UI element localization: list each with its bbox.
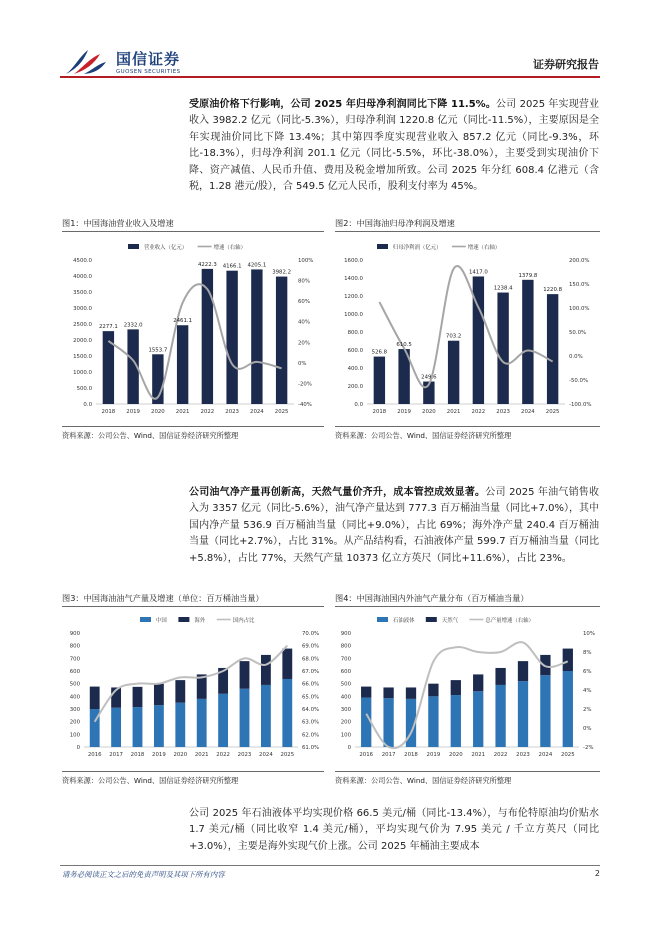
y-right-tick: -40% xyxy=(298,402,312,408)
x-tick-label: 2024 xyxy=(538,752,553,758)
x-tick-label: 2024 xyxy=(250,409,264,415)
y-right-tick: 0.0% xyxy=(569,354,583,360)
x-tick-label: 2025 xyxy=(560,752,575,758)
y-left-tick: 0.0 xyxy=(83,402,92,408)
x-tick-label: 2020 xyxy=(151,409,165,415)
stacked-bar-segment xyxy=(175,703,185,747)
y-left-tick: 1500.0 xyxy=(73,354,92,360)
stacked-bar-segment xyxy=(133,687,143,707)
stacked-bar-segment xyxy=(451,680,461,695)
stacked-bar-segment xyxy=(154,684,164,706)
chart-fig4-svg xyxy=(335,609,600,769)
x-tick-label: 2023 xyxy=(237,752,252,758)
legend-label: 营业收入（亿元） xyxy=(144,245,188,251)
y-left-tick: 2000.0 xyxy=(73,338,92,344)
figure-4-bottom-rule xyxy=(335,771,600,772)
legend-swatch xyxy=(178,617,189,622)
figure-2-source: 资料来源：公司公告、Wind、国信证券经济研究所整理 xyxy=(335,431,512,440)
logo-text-en: GUOSEN SECURITIES xyxy=(116,69,181,75)
bar xyxy=(448,341,459,404)
bar xyxy=(522,280,533,404)
stacked-bar-segment xyxy=(218,694,228,747)
x-tick-label: 2022 xyxy=(200,409,215,415)
bar-value-label: 1553.7 xyxy=(148,347,168,354)
y-left-tick: 500 xyxy=(69,681,80,688)
bar-value-label: 1238.4 xyxy=(493,285,513,292)
figure-3-top-rule xyxy=(62,606,324,607)
y-right-tick: 62.0% xyxy=(302,732,320,739)
figure-2-bottom-rule xyxy=(335,426,600,427)
stacked-bar-segment xyxy=(518,661,528,681)
legend-label: 总产量增速（右轴） xyxy=(485,618,534,624)
y-left-tick: 3000.0 xyxy=(73,306,92,312)
y-left-tick: 1000.0 xyxy=(344,312,363,318)
x-tick-label: 2021 xyxy=(175,409,190,415)
legend-label: 中国 xyxy=(156,618,167,624)
figure-1-source: 资料来源：公司公告、Wind、国信证券经济研究所整理 xyxy=(62,431,239,440)
stacked-bar-segment xyxy=(361,698,371,747)
chart-fig2-svg xyxy=(335,234,600,422)
stacked-bar-segment xyxy=(451,695,461,747)
y-right-tick: -50.0% xyxy=(569,378,589,384)
stacked-bar-segment xyxy=(518,681,528,747)
x-tick-label: 2025 xyxy=(280,752,295,758)
figure-2-top-rule xyxy=(335,231,600,232)
x-tick-label: 2020 xyxy=(422,409,436,415)
figure-1-chart xyxy=(62,234,324,422)
x-tick-label: 2019 xyxy=(397,409,411,415)
paragraph-pricing-body: 公司 2025 年石油液体平均实现价格 66.5 美元/桶（同比-13.4%），与布伦特原油均价贴水 1.7 美元/桶（同比收窄 1.4 美元/桶），平均实现气价为 7.95 美元 / 千立方英尺（同比+3.0%），主要是海外实现气价上涨。公司 2025 年桶油主要成本 xyxy=(189,808,599,852)
y-right-tick: 50.0% xyxy=(569,330,587,336)
stacked-bar-segment xyxy=(197,699,207,747)
bar xyxy=(276,277,287,404)
y-right-tick: 4% xyxy=(583,688,592,694)
x-tick-label: 2023 xyxy=(516,752,530,758)
y-left-tick: 600 xyxy=(340,669,351,675)
y-right-tick: 200.0% xyxy=(569,258,590,264)
y-left-tick: 500 xyxy=(340,681,351,688)
figure-1-top-rule xyxy=(62,231,324,232)
y-left-tick: 700 xyxy=(69,656,80,663)
y-left-tick: 900 xyxy=(340,631,351,637)
y-right-tick: 64.0% xyxy=(302,707,320,713)
bar xyxy=(251,269,262,404)
paragraph-production xyxy=(189,485,599,567)
y-right-tick: 63.0% xyxy=(302,719,320,726)
y-left-tick: 800.0 xyxy=(347,330,363,336)
y-left-tick: 400 xyxy=(340,694,351,701)
stacked-bar-segment xyxy=(406,687,416,698)
chart-fig1-svg xyxy=(62,234,324,422)
x-tick-label: 2025 xyxy=(274,409,289,415)
figure-4-title: 图4：中国海油国内外油气产量分布（百万桶油当量） xyxy=(335,593,529,603)
y-right-tick: 80% xyxy=(298,278,310,285)
bar xyxy=(374,357,385,404)
bar-value-label: 4222.3 xyxy=(197,261,217,268)
growth-line xyxy=(366,642,568,748)
x-tick-label: 2022 xyxy=(471,409,486,415)
bar-value-label: 2332.0 xyxy=(123,322,143,329)
legend-label: 增速（右轴） xyxy=(467,245,501,251)
y-left-tick: 200 xyxy=(69,719,80,726)
stacked-bar-segment xyxy=(563,649,573,671)
bar-value-label: 3982.2 xyxy=(272,269,292,276)
legend-label: 海外 xyxy=(194,618,206,624)
report-type-label: 证券研究报告 xyxy=(533,58,599,71)
y-left-tick: 0 xyxy=(76,745,80,751)
figure-3-source: 资料来源：公司公告、Wind、国信证券经济研究所整理 xyxy=(62,776,239,785)
paragraph-summary xyxy=(189,97,599,195)
x-tick-label: 2020 xyxy=(173,752,188,758)
y-left-tick: 800 xyxy=(69,643,80,650)
footer-disclaimer: 请务必阅读正文之后的免责声明及其项下所有内容 xyxy=(62,870,225,879)
y-left-tick: 100 xyxy=(69,732,80,739)
figure-1-title: 图1：中国海油营业收入及增速 xyxy=(62,218,174,228)
x-tick-label: 2018 xyxy=(130,752,145,758)
x-tick-label: 2025 xyxy=(545,409,560,415)
legend-swatch xyxy=(426,617,437,622)
y-left-tick: 3500.0 xyxy=(73,290,92,296)
y-right-tick: 69.0% xyxy=(302,643,320,650)
y-left-tick: 700 xyxy=(340,656,351,663)
figure-4-source: 资料来源：公司公告、Wind、国信证券经济研究所整理 xyxy=(335,776,512,785)
stacked-bar-segment xyxy=(361,687,371,698)
y-left-tick: 200.0 xyxy=(347,384,363,390)
y-right-tick: 150.0% xyxy=(569,282,590,288)
stacked-bar-segment xyxy=(282,649,292,679)
x-tick-label: 2016 xyxy=(359,752,374,758)
stacked-bar-segment xyxy=(428,684,438,697)
y-right-tick: 0% xyxy=(298,360,307,367)
y-right-tick: 10% xyxy=(583,631,595,637)
y-right-tick: 70.0% xyxy=(302,631,320,637)
bar xyxy=(226,271,237,404)
chart-fig3-svg xyxy=(62,609,324,769)
y-right-tick: 61.0% xyxy=(302,745,320,751)
y-left-tick: 200 xyxy=(340,719,351,726)
x-tick-label: 2022 xyxy=(493,752,508,758)
y-right-tick: 0% xyxy=(583,726,592,732)
logo-text-cn: 国信证券 xyxy=(116,50,181,68)
legend-label: 天然气 xyxy=(441,618,458,624)
y-right-tick: 100% xyxy=(298,258,314,264)
stacked-bar-segment xyxy=(175,680,185,703)
legend-swatch xyxy=(128,244,139,249)
bar-value-label: 526.8 xyxy=(371,349,388,356)
y-left-tick: 1600.0 xyxy=(344,258,363,264)
y-right-tick: -100.0% xyxy=(569,402,592,408)
legend-swatch xyxy=(377,617,388,622)
bar-value-label: 1220.8 xyxy=(543,287,563,294)
paragraph-pricing xyxy=(189,806,599,855)
growth-line xyxy=(95,646,288,722)
stacked-bar-segment xyxy=(495,685,505,747)
bar xyxy=(497,293,508,404)
stacked-bar-segment xyxy=(473,691,483,747)
y-left-tick: 800 xyxy=(340,643,351,650)
stacked-bar-segment xyxy=(261,685,271,747)
legend-label: 归母净利润（亿元） xyxy=(393,245,442,251)
y-left-tick: 600.0 xyxy=(347,348,363,354)
x-tick-label: 2023 xyxy=(225,409,239,415)
figure-4-chart xyxy=(335,609,600,769)
y-left-tick: 0 xyxy=(347,745,351,751)
stacked-bar-segment xyxy=(428,696,438,747)
y-right-tick: -20% xyxy=(298,381,312,388)
stacked-bar-segment xyxy=(540,675,550,747)
y-left-tick: 1200.0 xyxy=(344,294,363,300)
figure-3-chart xyxy=(62,609,324,769)
y-right-tick: 20% xyxy=(298,340,310,347)
figure-1-bottom-rule xyxy=(62,426,324,427)
y-left-tick: 400 xyxy=(69,694,80,701)
y-left-tick: 300 xyxy=(69,707,80,713)
y-left-tick: 0.0 xyxy=(354,402,363,408)
x-tick-label: 2021 xyxy=(471,752,486,758)
x-tick-label: 2017 xyxy=(381,752,396,758)
x-tick-label: 2018 xyxy=(372,409,387,415)
y-left-tick: 600 xyxy=(69,669,80,675)
stacked-bar-segment xyxy=(90,687,100,709)
guosen-logo-icon xyxy=(64,46,108,76)
y-right-tick: 40% xyxy=(298,319,310,326)
figure-2-chart xyxy=(335,234,600,422)
legend-swatch xyxy=(140,617,151,622)
y-right-tick: 2% xyxy=(583,707,592,713)
y-right-tick: -2% xyxy=(583,745,594,751)
stacked-bar-segment xyxy=(282,679,292,747)
legend-label: 增速（右轴） xyxy=(213,245,246,251)
x-tick-label: 2019 xyxy=(152,752,166,758)
y-right-tick: 68.0% xyxy=(302,656,320,663)
y-right-tick: 66.0% xyxy=(302,681,320,688)
bar-value-label: 610.5 xyxy=(396,342,412,349)
y-right-tick: 60% xyxy=(298,299,310,306)
y-left-tick: 4000.0 xyxy=(73,274,92,280)
legend-label: 国内占比 xyxy=(232,618,255,624)
y-left-tick: 2500.0 xyxy=(73,322,92,328)
stacked-bar-segment xyxy=(383,698,393,747)
header-divider xyxy=(60,76,600,78)
footer-divider xyxy=(60,865,600,866)
stacked-bar-segment xyxy=(495,668,505,685)
bar-value-label: 703.2 xyxy=(445,333,462,340)
figure-4-top-rule xyxy=(335,606,600,607)
x-tick-label: 2016 xyxy=(87,752,102,758)
x-tick-label: 2024 xyxy=(521,409,535,415)
paragraph-summary-body: 公司 2025 年实现营业收入 3982.2 亿元（同比-5.3%），归母净利润 1220.8 亿元（同比-11.5%），主要原因是全年实现油价同比下降 13.4%；其中第四季度实现营业收入 857.2 亿元（同比-9.3%，环比-18.3%），归母净利润 201.1 亿元（同比-5.5%，环比-38.0%），主要受到实现油价下降、资产减值、人民币升值、费用及税金增加所致。公司 2025 年分红 608.4 亿港元（含税，1.28 港元/股），合 549.5 亿元人民币，股利支付率为 45%。 xyxy=(189,99,599,193)
x-tick-label: 2020 xyxy=(448,752,463,758)
paragraph-production-body: 公司 2025 年油气销售收入为 3357 亿元（同比-5.6%），油气净产量达到 777.3 百万桶油当量（同比+7.0%），其中国内净产量 536.9 百万桶油当量（同比+9.0%），占比 69%；海外净产量 240.4 百万桶油当量（同比+2.7%），占比 31%。从产品结构看，石油液体产量 599.7 百万桶油当量（同比+5.8%），占比 77%，天然气产量 10373 亿立方英尺（同比+11.6%），占比 23%。 xyxy=(189,487,599,564)
stacked-bar-segment xyxy=(563,671,573,747)
stacked-bar-segment xyxy=(111,708,121,747)
y-right-tick: 6% xyxy=(583,669,592,675)
x-tick-label: 2021 xyxy=(194,752,209,758)
y-left-tick: 300 xyxy=(340,707,351,713)
bar-value-label: 1417.0 xyxy=(468,269,488,276)
bar-value-label: 4166.1 xyxy=(222,263,242,270)
bar xyxy=(177,325,188,404)
figure-3-title: 图3：中国海油油气产量及增速（单位：百万桶油当量） xyxy=(62,593,264,603)
bar-value-label: 249.6 xyxy=(421,374,437,381)
stacked-bar-segment xyxy=(240,689,250,747)
y-right-tick: 8% xyxy=(583,650,592,656)
figure-3-bottom-rule xyxy=(62,771,324,772)
y-left-tick: 500.0 xyxy=(76,386,92,392)
x-tick-label: 2018 xyxy=(404,752,418,758)
stacked-bar-segment xyxy=(540,655,550,675)
bar-value-label: 1379.8 xyxy=(518,272,538,279)
x-tick-label: 2019 xyxy=(126,409,140,415)
bar xyxy=(547,294,558,404)
stacked-bar-segment xyxy=(133,707,143,747)
bar xyxy=(473,276,484,404)
x-tick-label: 2017 xyxy=(109,752,123,758)
y-left-tick: 1400.0 xyxy=(344,276,363,282)
stacked-bar-segment xyxy=(383,687,393,698)
legend-label: 石油液体 xyxy=(393,618,415,624)
bar-value-label: 2277.1 xyxy=(98,324,118,331)
x-tick-label: 2023 xyxy=(496,409,510,415)
y-right-tick: 67.0% xyxy=(302,669,320,675)
bar-value-label: 4205.1 xyxy=(247,262,267,269)
bar-value-label: 2461.1 xyxy=(173,318,193,325)
y-left-tick: 900 xyxy=(69,631,80,637)
page-header xyxy=(0,0,662,84)
figure-2-title: 图2：中国海油归母净利润及增速 xyxy=(335,218,455,228)
x-tick-label: 2021 xyxy=(446,409,461,415)
x-tick-label: 2024 xyxy=(259,752,273,758)
y-right-tick: 100.0% xyxy=(569,306,590,312)
stacked-bar-segment xyxy=(240,661,250,689)
paragraph-summary-lead: 受原油价格下行影响，公司 2025 年归母净利润同比下降 11.5%。 xyxy=(189,99,496,110)
paragraph-production-lead: 公司油气净产量再创新高，天然气量价齐升，成本管控成效显著。 xyxy=(189,487,486,498)
x-tick-label: 2019 xyxy=(426,752,441,758)
y-left-tick: 4500.0 xyxy=(73,258,92,264)
y-right-tick: 65.0% xyxy=(302,694,320,701)
y-left-tick: 400.0 xyxy=(347,366,363,372)
page-number: 2 xyxy=(594,869,600,878)
y-left-tick: 1000.0 xyxy=(73,370,92,376)
stacked-bar-segment xyxy=(261,655,271,685)
y-left-tick: 100 xyxy=(340,732,351,739)
stacked-bar-segment xyxy=(473,674,483,691)
legend-swatch xyxy=(377,244,388,249)
stacked-bar-segment xyxy=(154,705,164,747)
x-tick-label: 2018 xyxy=(101,409,116,415)
x-tick-label: 2022 xyxy=(216,752,230,758)
